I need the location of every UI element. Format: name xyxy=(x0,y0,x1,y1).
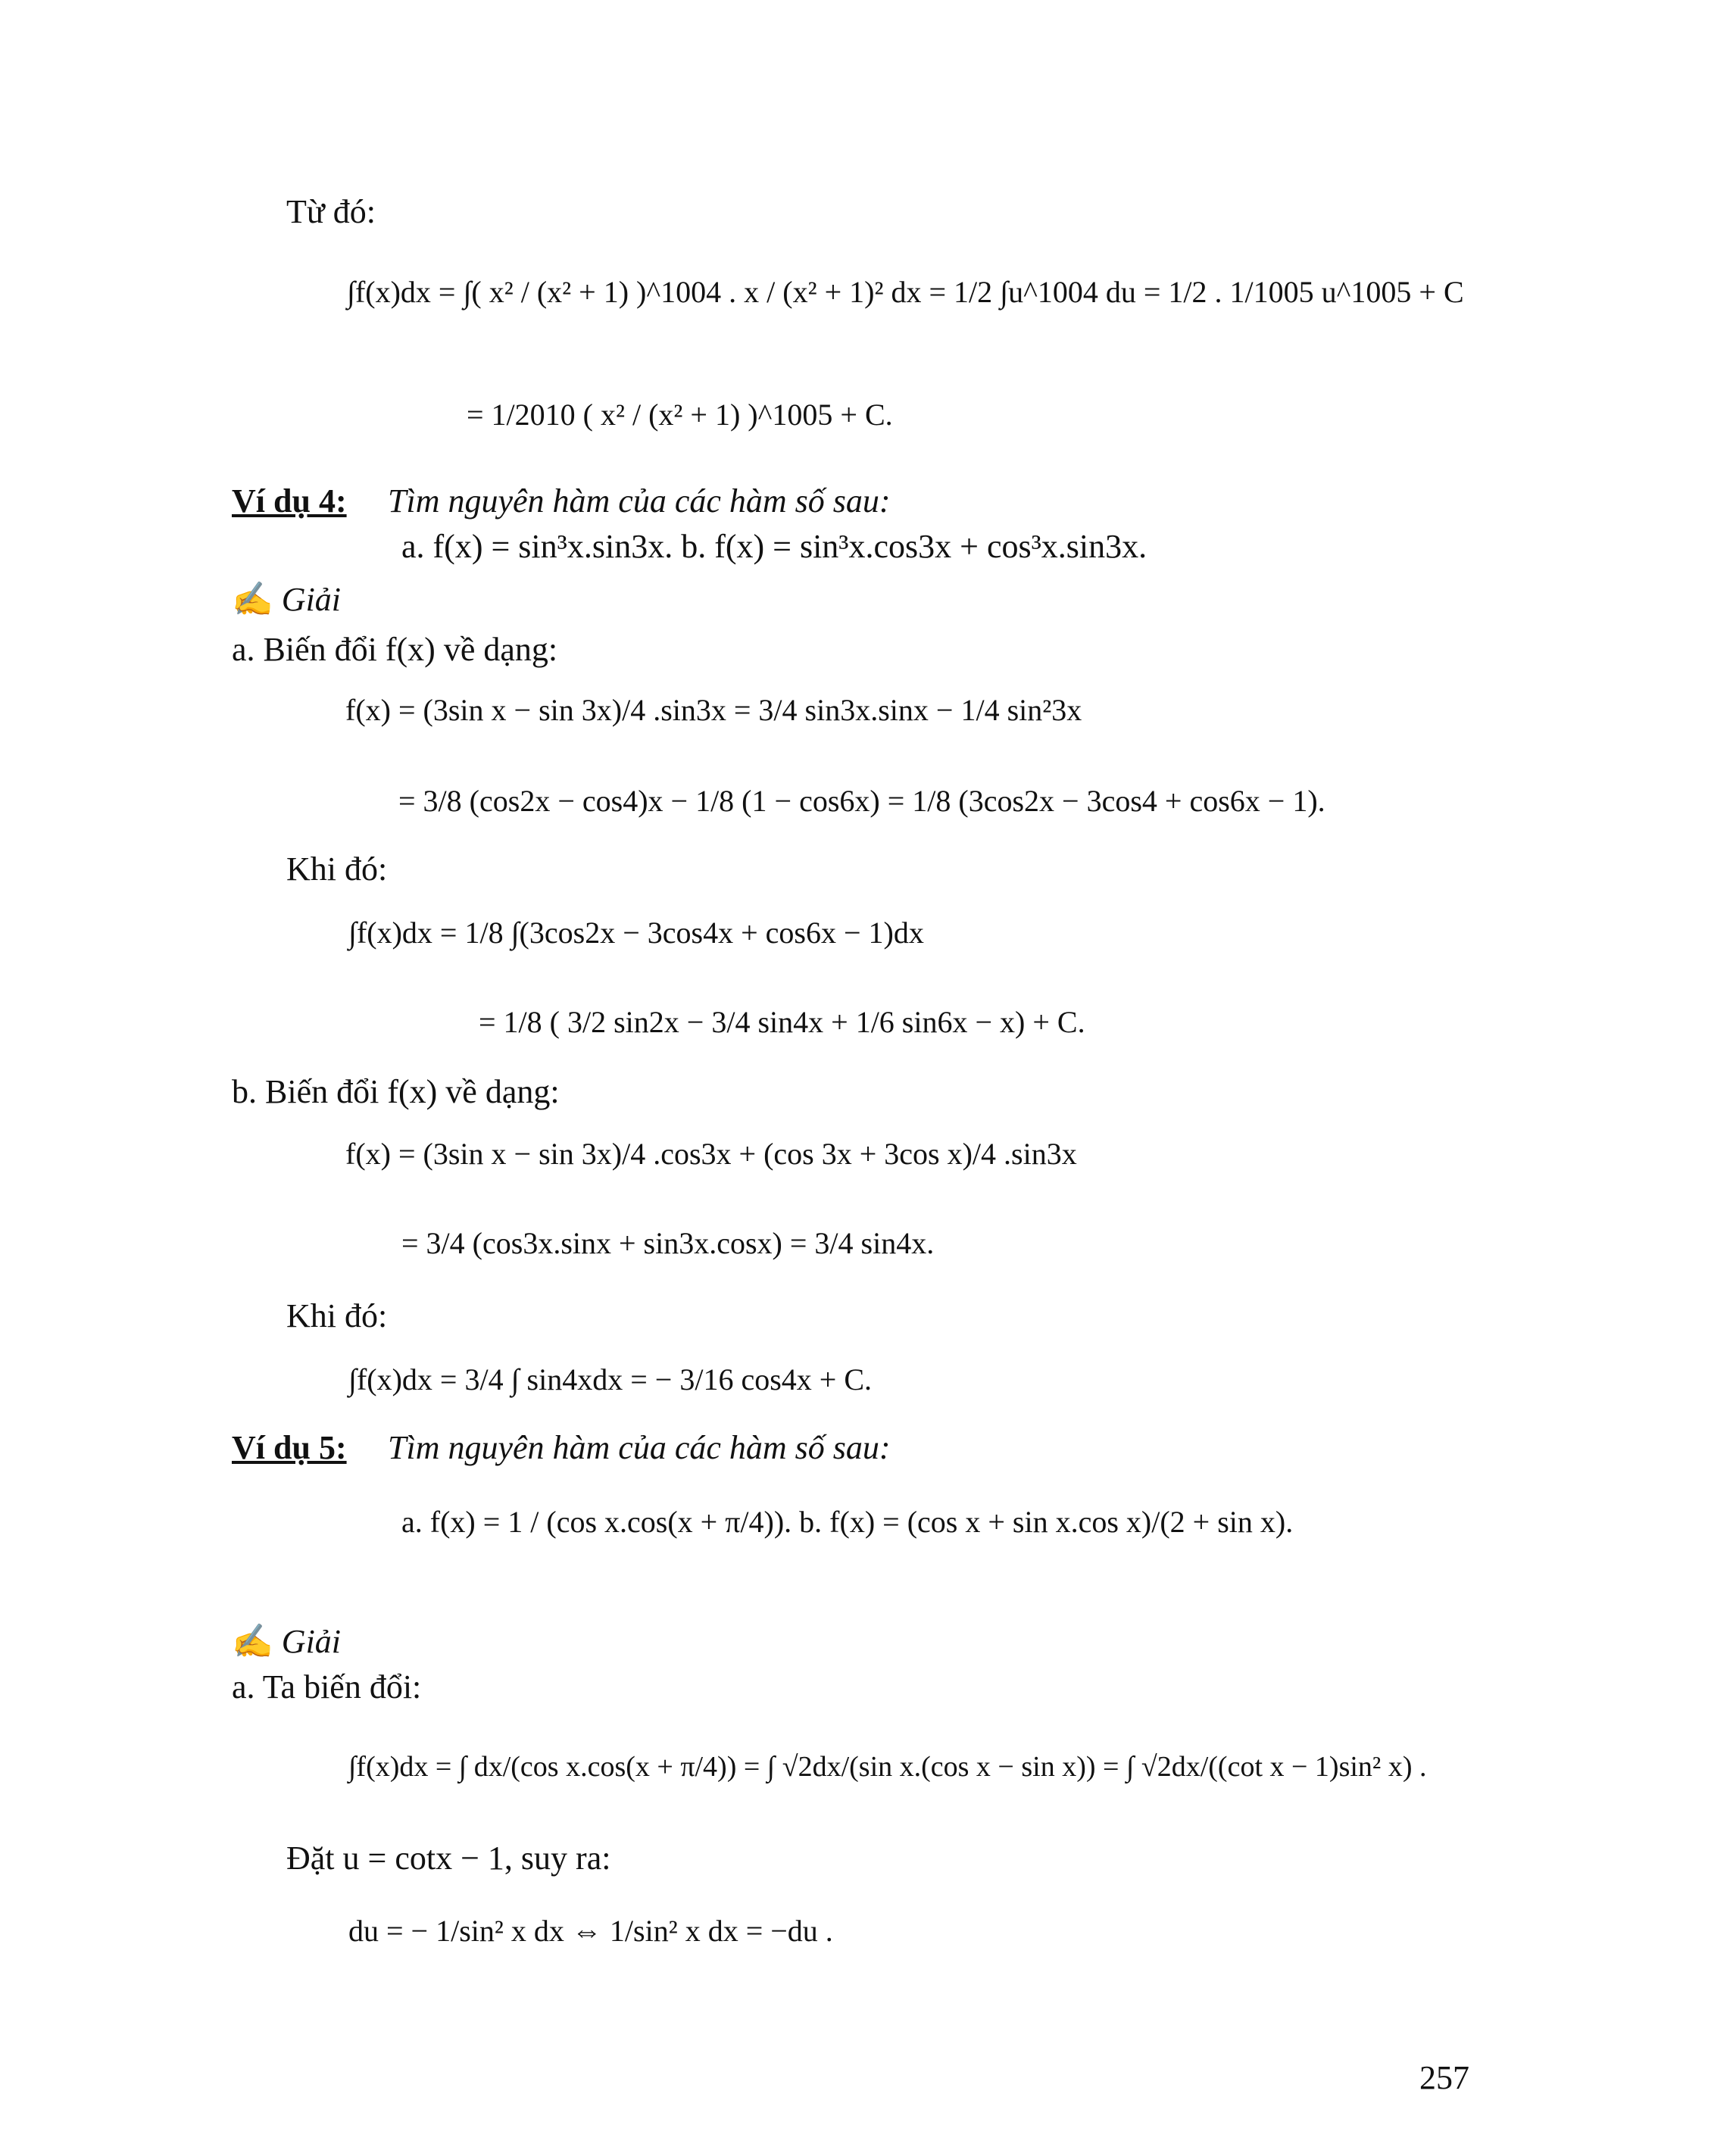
text-line: a. Biến đổi f(x) về dạng: xyxy=(232,631,558,668)
formula-line: = 1/2010 ( x² / (x² + 1) )^1005 + C. xyxy=(467,398,893,432)
text-line: b. Biến đổi f(x) về dạng: xyxy=(232,1073,560,1110)
page-number: 257 xyxy=(1419,2059,1469,2096)
text-line: a. Ta biến đổi: xyxy=(232,1668,422,1705)
solution-heading: ✍ Giải xyxy=(232,581,342,618)
example-5-label: Ví dụ 5: xyxy=(232,1429,347,1466)
text-line: Từ đó: xyxy=(286,193,376,230)
example-5-prompt: Tìm nguyên hàm của các hàm số sau: xyxy=(388,1429,891,1466)
formula-line: = 3/4 (cos3x.sinx + sin3x.cosx) = 3/4 sin4x. xyxy=(401,1226,935,1260)
pen-icon: ✍ xyxy=(232,581,273,618)
solution-heading: ✍ Giải xyxy=(232,1623,342,1660)
formula-line: f(x) = (3sin x − sin 3x)/4 .sin3x = 3/4 sin3x.sinx − 1/4 sin²3x xyxy=(345,693,1082,727)
formula-line: f(x) = (3sin x − sin 3x)/4 .cos3x + (cos 3x + 3cos x)/4 .sin3x xyxy=(345,1137,1077,1171)
example-4-label: Ví dụ 4: xyxy=(232,482,347,520)
formula-line: ∫f(x)dx = 3/4 ∫ sin4xdx = − 3/16 cos4x + C. xyxy=(348,1362,873,1396)
formula-line: ∫f(x)dx = ∫( x² / (x² + 1) )^1004 . x / (x² + 1)² dx = 1/2 ∫u^1004 du = 1/2 . 1/1005 u^1005 + C xyxy=(347,275,1464,309)
formula-line: ∫f(x)dx = ∫ dx/(cos x.cos(x + π/4)) = ∫ √2dx/(sin x.(cos x − sin x)) = ∫ √2dx/((cot x − 1)sin² x) . xyxy=(348,1751,1427,1783)
example-4-items: a. f(x) = sin³x.sin3x. b. f(x) = sin³x.cos3x + cos³x.sin3x. xyxy=(401,528,1147,565)
formula-line: du = − 1/sin² x dx ⇔ 1/sin² x dx = −du . xyxy=(348,1914,833,1948)
pen-icon: ✍ xyxy=(232,1623,273,1660)
formula-line: = 1/8 ( 3/2 sin2x − 3/4 sin4x + 1/6 sin6x − x) + C. xyxy=(479,1005,1085,1039)
example-4-prompt: Tìm nguyên hàm của các hàm số sau: xyxy=(388,482,891,520)
example-5-items: a. f(x) = 1 / (cos x.cos(x + π/4)). b. f(x) = (cos x + sin x.cos x)/(2 + sin x). xyxy=(401,1505,1294,1539)
text-line: Khi đó: xyxy=(286,850,388,888)
formula-line: = 3/8 (cos2x − cos4)x − 1/8 (1 − cos6x) = 1/8 (3cos2x − 3cos4 + cos6x − 1). xyxy=(398,784,1325,818)
text-line: Khi đó: xyxy=(286,1297,388,1334)
text-line: Đặt u = cotx − 1, suy ra: xyxy=(286,1840,611,1877)
formula-line: ∫f(x)dx = 1/8 ∫(3cos2x − 3cos4x + cos6x − 1)dx xyxy=(348,916,924,950)
